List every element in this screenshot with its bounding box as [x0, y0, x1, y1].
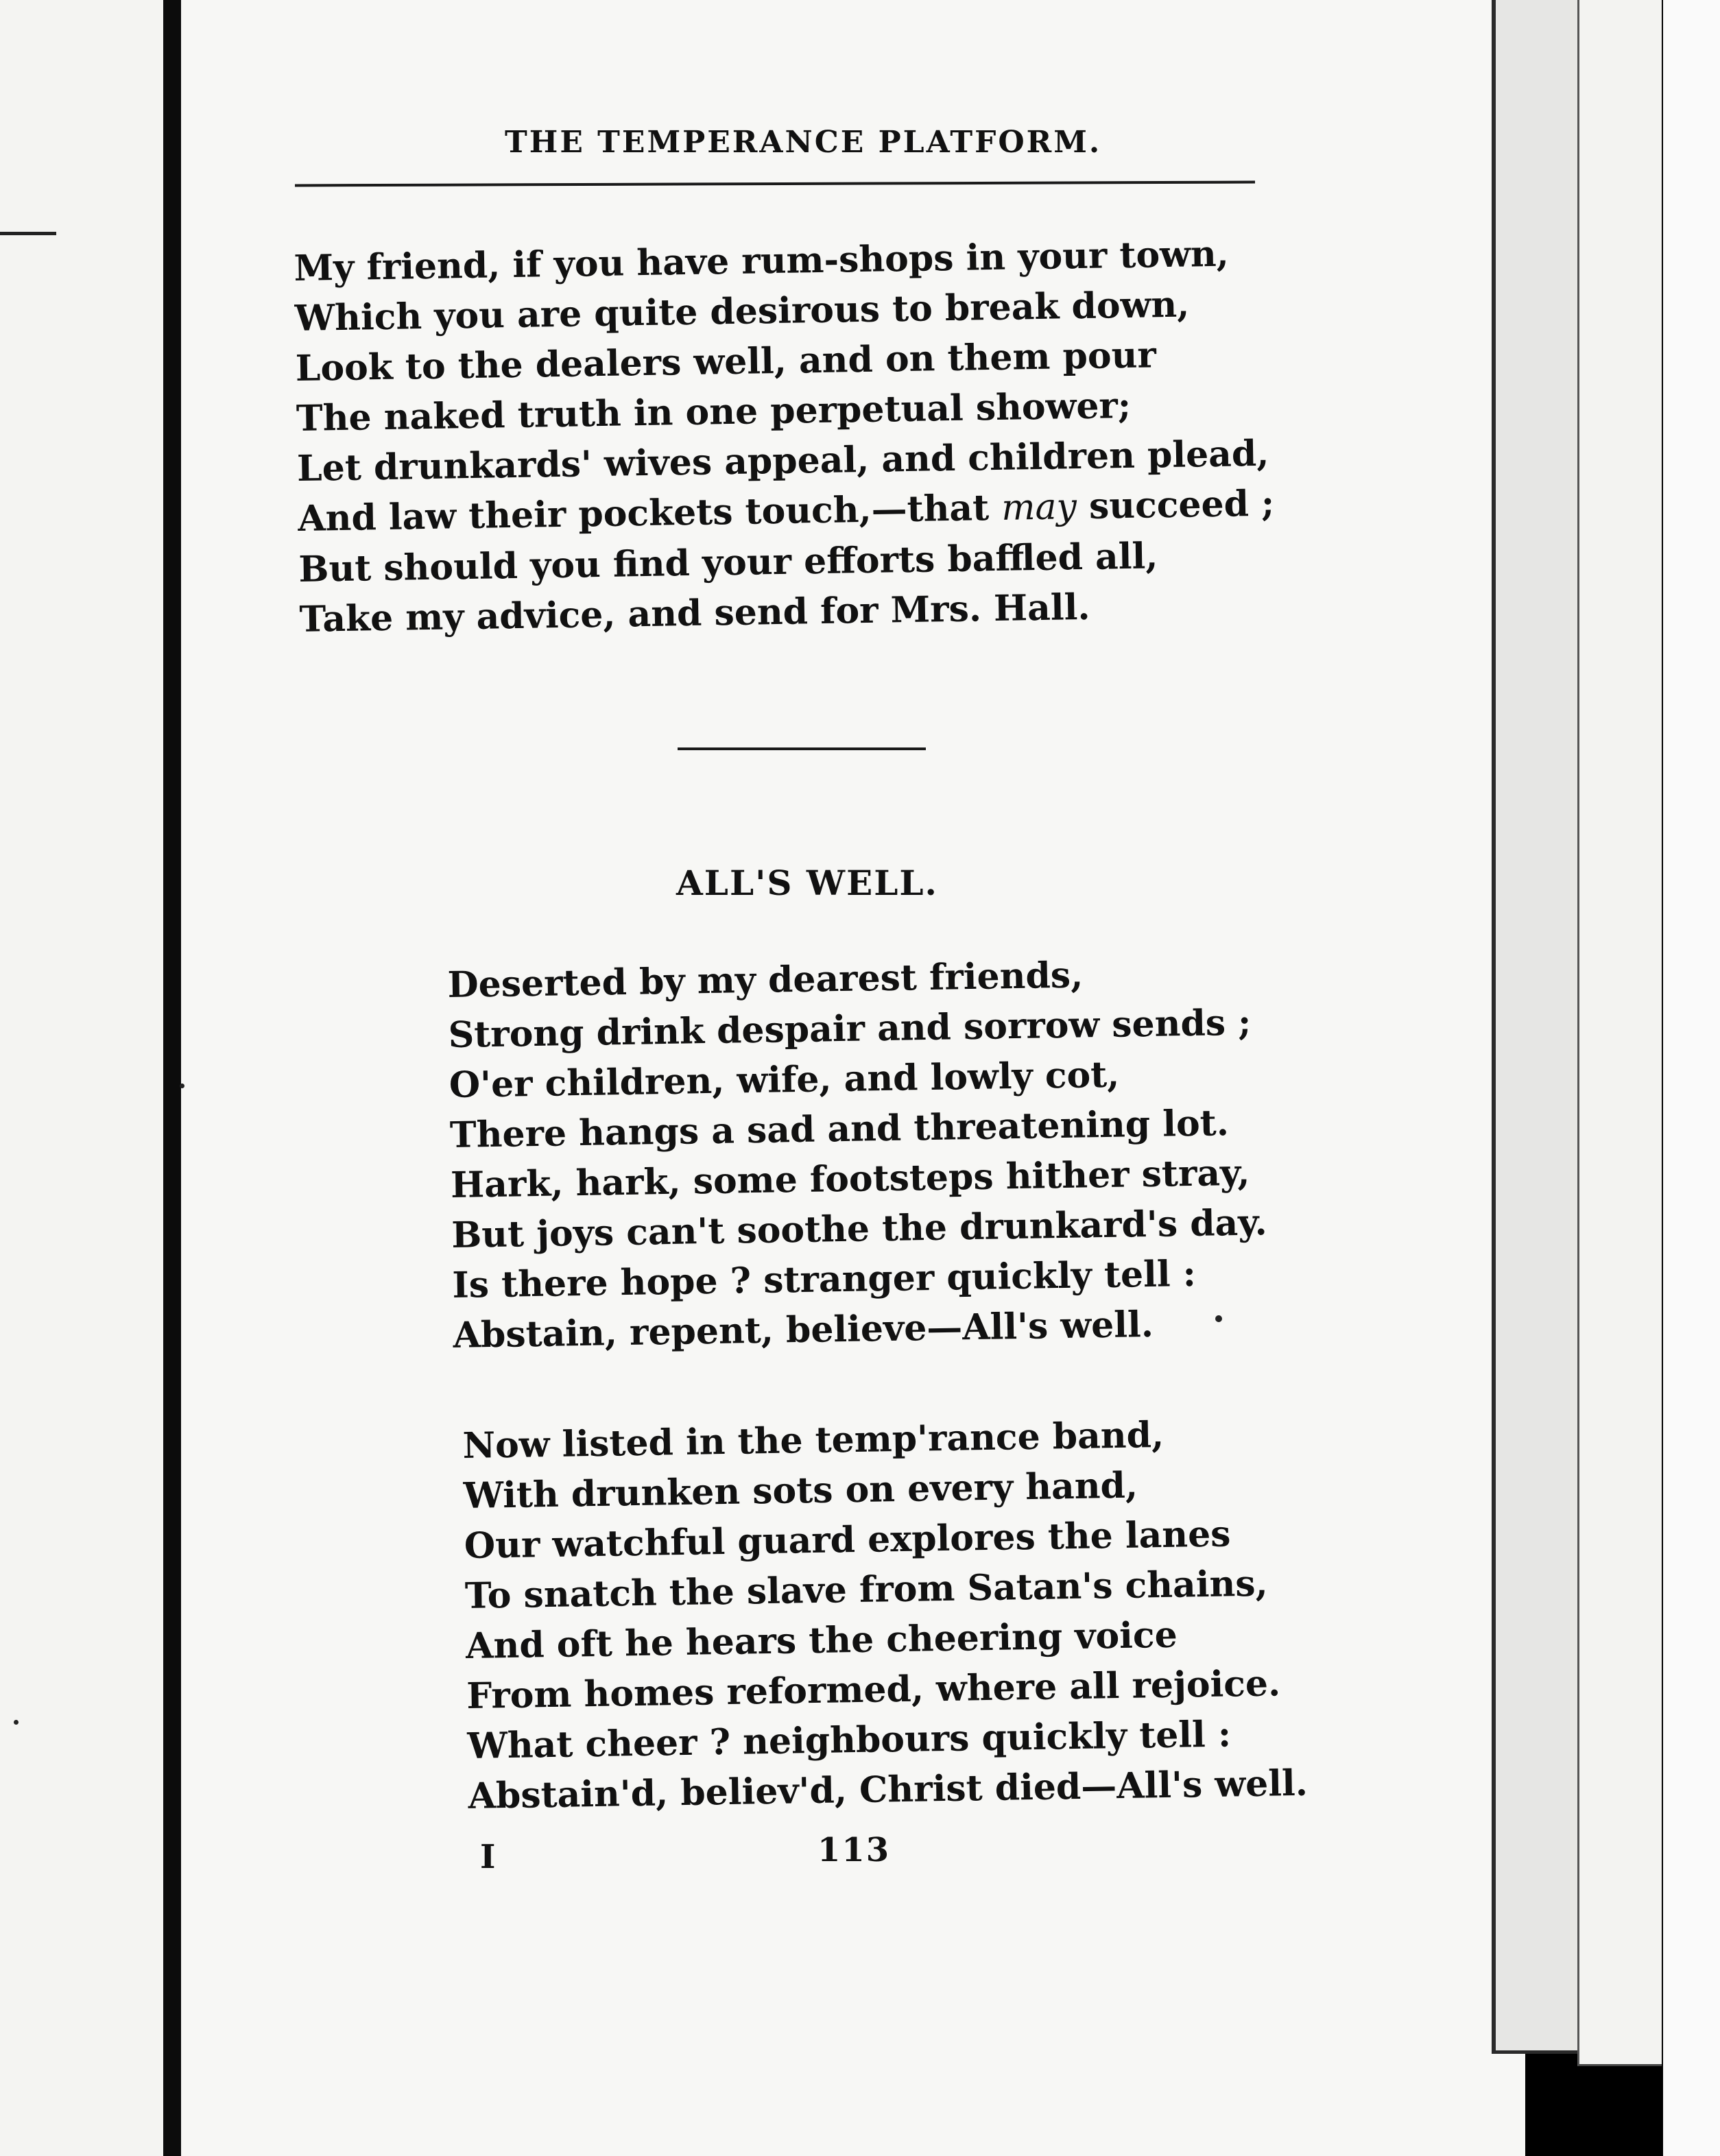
- poem-line: Hark, hark, some footsteps hither stray,: [450, 1151, 1250, 1206]
- poem-line-part: And law their pockets touch,—that: [297, 487, 990, 540]
- running-head: THE TEMPERANCE PLATFORM.: [505, 125, 1102, 160]
- poem-line: Is there hope ? stranger quickly tell :: [451, 1252, 1197, 1306]
- poem-line: What cheer ? neighbours quickly tell :: [466, 1713, 1232, 1767]
- poem-line: But joys can't soothe the drunkard's day.: [451, 1201, 1268, 1256]
- poem-stanza-3: [462, 1408, 1308, 1821]
- poem-line-part: succeed ;: [1088, 482, 1275, 527]
- poem-line: But should you find your efforts baffled all,: [298, 535, 1158, 590]
- poem-line: Which you are quite desirous to break down,: [294, 283, 1190, 339]
- print-speck: [180, 1083, 184, 1088]
- poem-line: From homes reformed, where all rejoice.: [466, 1662, 1281, 1717]
- poem-line: The naked truth in one perpetual shower;: [296, 384, 1132, 440]
- emphasis-word: may: [1001, 486, 1077, 529]
- poem-line: With drunken sots on every hand,: [463, 1464, 1138, 1517]
- page-margin-outer: [1663, 0, 1720, 2156]
- poem-stanza-2: [447, 947, 1269, 1361]
- book-gutter: [163, 0, 181, 2156]
- poem-line: Abstain'd, believ'd, Christ died—All's well.: [468, 1762, 1309, 1817]
- page-edge-outer: [1577, 0, 1662, 2066]
- poem-line: Take my advice, and send for Mrs. Hall.: [299, 586, 1090, 640]
- facing-page-rule: [0, 232, 56, 235]
- print-speck: [14, 1720, 19, 1725]
- poem-line: Strong drink despair and sorrow sends ;: [448, 1001, 1252, 1056]
- signature-mark: I: [480, 1838, 496, 1876]
- poem-line: Now listed in the temp'rance band,: [462, 1413, 1164, 1467]
- poem-line: My friend, if you have rum-shops in your town,: [294, 232, 1230, 289]
- poem-line: Let drunkards' wives appeal, and children plead,: [296, 432, 1269, 490]
- page-edge: [1492, 0, 1581, 2054]
- page-number: 113: [817, 1831, 891, 1869]
- section-title: ALL'S WELL.: [676, 863, 938, 903]
- section-divider: [678, 747, 926, 750]
- poem-line: Our watchful guard explores the lanes: [464, 1513, 1231, 1567]
- poem-line: Deserted by my dearest friends,: [447, 954, 1084, 1006]
- print-speck: [1215, 1315, 1222, 1322]
- poem-line: O'er children, wife, and lowly cot,: [449, 1053, 1120, 1106]
- poem-line: To snatch the slave from Satan's chains,: [464, 1562, 1269, 1617]
- poem-line: There hangs a sad and threatening lot.: [449, 1102, 1230, 1156]
- poem-line: And oft he hears the cheering voice: [465, 1614, 1178, 1667]
- poem-line: Look to the dealers well, and on them pour: [295, 334, 1157, 390]
- poem-stanza-1: [294, 228, 1276, 645]
- poem-line: Abstain, repent, believe—All's well.: [453, 1303, 1154, 1356]
